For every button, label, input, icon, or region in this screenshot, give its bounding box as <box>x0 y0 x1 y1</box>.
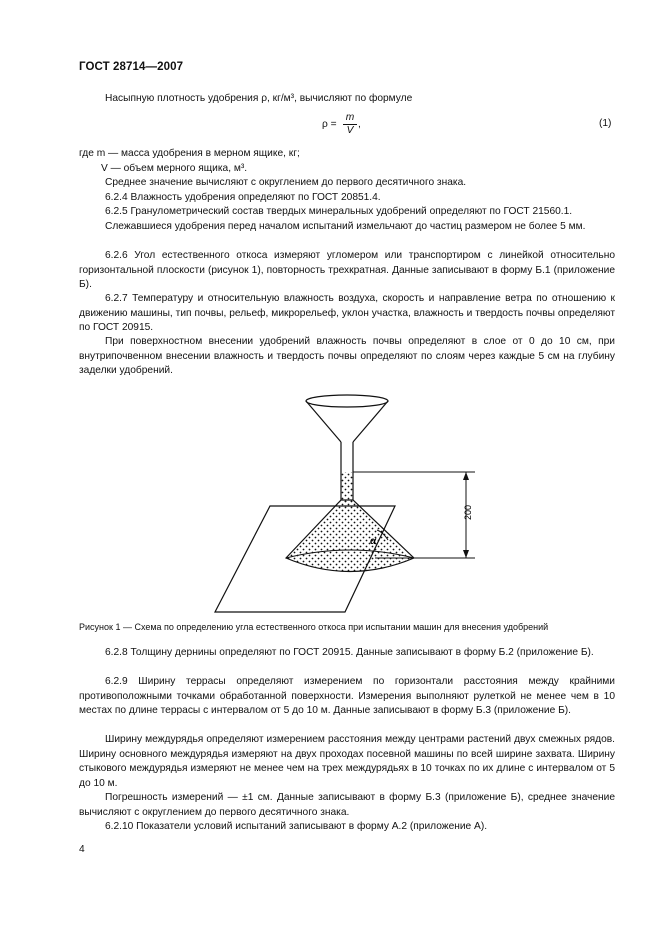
paragraph: 6.2.5 Гранулометрический состав твердых минеральных удобрений определяют по ГОСТ 21560.1. <box>105 206 573 217</box>
formula-numerator: m <box>343 112 357 125</box>
tube-fill <box>341 472 353 502</box>
formula-lhs: ρ = <box>322 119 337 130</box>
page-number: 4 <box>79 844 85 855</box>
formula-comma: , <box>358 119 361 130</box>
angle-label: α <box>370 536 377 547</box>
funnel-rim <box>306 395 388 407</box>
formula-fraction <box>343 112 357 137</box>
paragraph: Ширину междурядья определяют измерением расстояния между центрами растений двух смежных рядов. Ширину основного междурядья измеряют на двух проходах посевной машины по всей ширине захвата. Ширину стыкового междурядья измеряют не менее чем на трех междурядьях в 10 точках по их длине с интервалом от 5 до 10 м. <box>79 734 615 789</box>
paragraph: Среднее значение вычисляют с округлением до первого десятичного знака. <box>105 177 467 188</box>
paragraph: 6.2.4 Влажность удобрения определяют по ГОСТ 20851.4. <box>105 192 381 203</box>
intro-text: Насыпную плотность удобрения ρ, кг/м³, вычисляют по формуле <box>105 93 413 104</box>
formula-number: (1) <box>599 118 612 129</box>
figure-1-diagram <box>200 380 473 616</box>
paragraph: Погрешность измерений — ±1 см. Данные записывают в форму Б.3 (приложение Б), среднее значение вычисляют с округлением до первого десятичного знака. <box>79 792 615 818</box>
where-block <box>79 147 615 176</box>
formula-denominator: V <box>346 125 354 136</box>
dimension-arrow-top <box>463 472 469 480</box>
paragraph: 6.2.10 Показатели условий испытаний записывают в форму А.2 (приложение А). <box>105 821 488 832</box>
paragraph: Слежавшиеся удобрения перед началом испытаний измельчают до частиц размером не более 5 мм. <box>105 221 586 232</box>
paragraph: 6.2.9 Ширину террасы определяют измерением по горизонтали расстояния между крайними противоположными точками обработанной поверхности. Измерения выполняют рулеткой не менее чем в 10 местах по длине террасы с интервалом от 5 до 10 м. Данные записывают в форму Б.3 (приложение Б). <box>79 676 615 717</box>
where-line-1: где m — масса удобрения в мерном ящике, кг; <box>79 148 300 159</box>
paragraph: 6.2.7 Температуру и относительную влажность воздуха, скорость и направление ветра по отношению к движению машины, тип почвы, рельеф, микрорельеф, уклон участка, влажность и твердость почвы определяют по ГОСТ 20915. <box>79 293 615 334</box>
dimension-label: 200 <box>463 504 473 520</box>
paragraph: 6.2.8 Толщину дернины определяют по ГОСТ 20915. Данные записывают в форму Б.2 (приложение Б). <box>105 647 594 658</box>
document-header: ГОСТ 28714—2007 <box>79 61 184 73</box>
where-line-2: V — объем мерного ящика, м³. <box>101 162 248 174</box>
paragraph: При поверхностном внесении удобрений влажность почвы определяют в слое от 0 до 10 см, при внутрипочвенном внесении влажность и твердость почвы определяют по слоям через каждые 5 см на глубину заделки удобрений. <box>79 336 615 377</box>
figure-caption: Рисунок 1 — Схема по определению угла естественного откоса при испытании машин для внесения удобрений <box>79 622 549 632</box>
paragraph: 6.2.6 Угол естественного откоса измеряют угломером или транспортиром с линейкой относительно горизонтальной плоскости (рисунок 1), повторность трехкратная. Данные записывают в форму Б.1 (приложение Б). <box>79 250 615 291</box>
dimension-arrow-bottom <box>463 550 469 558</box>
fertilizer-pile <box>286 500 414 572</box>
